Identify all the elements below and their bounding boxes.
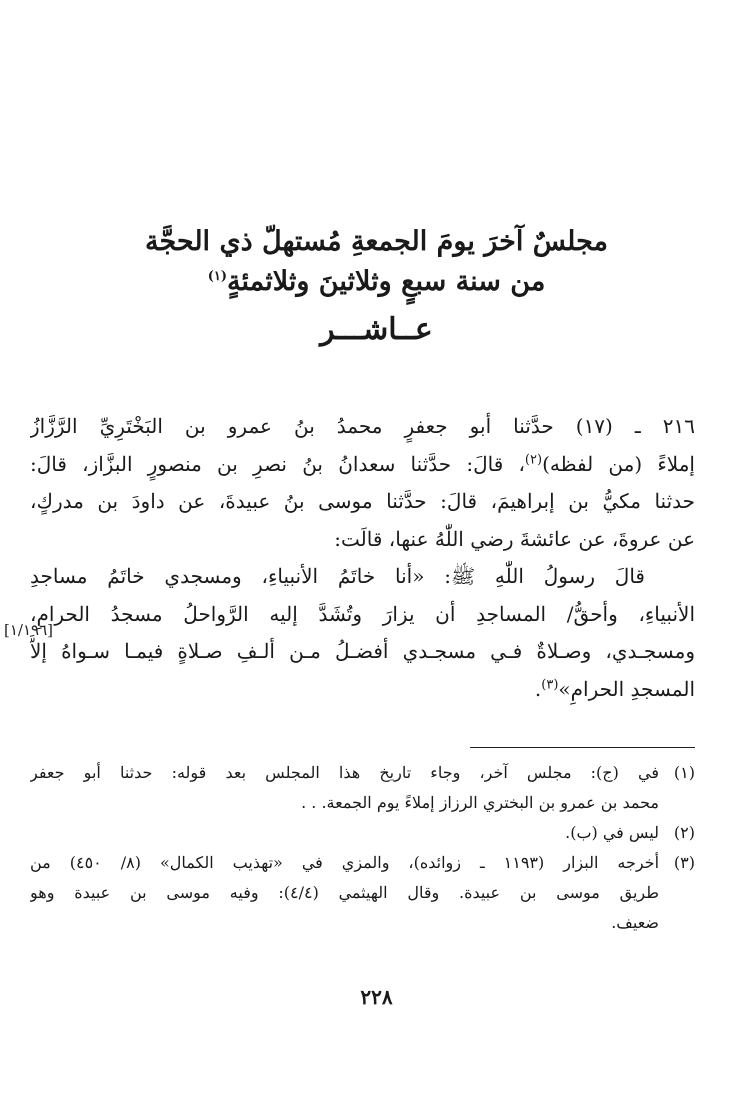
footnote-number: (٣) bbox=[673, 853, 695, 872]
body-line-4: عن عروةَ، عن عائشةَ رضي اللّٰهُ عنها، قالَت: bbox=[334, 526, 695, 551]
footnote-3 bbox=[30, 848, 695, 938]
footnote-line: أخرجه البزار (١١٩٣ ـ زوائده)، والمزي في «تهذيب الكمال» (٨/ ٤٥٠) من bbox=[30, 853, 659, 872]
footnote-line: في (ج): مجلس آخر، وجاء تاريخ هذا المجلس بعد قوله: حدثنا أبو جعفر bbox=[30, 763, 659, 782]
footnote-line: طريق موسى بن عبيدة. وقال الهيثمي (٤/٤): وفيه موسى بن عبيدة وهو bbox=[30, 883, 659, 902]
footnote-1 bbox=[30, 758, 695, 818]
footnote-line: ضعيف. bbox=[611, 913, 659, 932]
heading-title-line-2-text: من سنة سبعٍ وثلاثينَ وثلاثمئةٍ bbox=[227, 266, 546, 297]
heading-title-line-2 bbox=[120, 262, 633, 302]
heading-title-line-1: مجلسٌ آخرَ يومَ الجمعةِ مُستهلّ ذي الحجَّة bbox=[145, 226, 608, 257]
footnote-line: ليس في (ب). bbox=[565, 823, 659, 842]
hadith-text bbox=[30, 408, 695, 708]
footnote-line: محمد بن عمرو بن البختري الرزاز إملاءً يوم الجمعة. . . bbox=[301, 793, 659, 812]
body-line-8-part-b: . bbox=[534, 676, 542, 701]
footnote-separator bbox=[470, 747, 695, 748]
footnote-ref-3: (٣) bbox=[541, 676, 559, 692]
footnote-ref-2: (٢) bbox=[524, 451, 543, 467]
body-line-2-part-a: إملاءً (من لفظه) bbox=[542, 451, 695, 476]
body-line-3: حدثنا مكيُّ بن إبراهيمَ، قالَ: حدَّثنا موسى بنُ عبيدةَ، عن داودَ بن مدركٍ، bbox=[30, 489, 695, 513]
footnote-number: (٢) bbox=[673, 823, 695, 842]
body-line-2-part-b: ، قالَ: حدَّثنا سعدانُ بنُ نصرِ بن منصورٍ البزَّاز، قالَ: bbox=[30, 451, 525, 476]
session-heading bbox=[120, 222, 633, 354]
heading-subtitle: عــاشـــر bbox=[320, 312, 433, 347]
footnotes bbox=[30, 758, 695, 938]
footnote-2 bbox=[30, 818, 695, 848]
footnote-ref-1: (١) bbox=[207, 269, 227, 284]
body-line-8-part-a: المسجدِ الحرامِ» bbox=[558, 676, 695, 701]
body-line-2 bbox=[30, 446, 695, 484]
manuscript-folio-marker: [١/١٩٦] bbox=[4, 621, 53, 639]
body-line-7: ومسجـدي، وصـلاةٌ فـي مسجـدي أفضـلُ مـن ألـفِ صـلاةٍ فيمـا سـواهُ إلاَّ bbox=[30, 639, 695, 663]
body-line-1: ٢١٦ ـ (١٧) حدَّثنا أبو جعفرٍ محمدُ بنُ عمرو بن البَخْتَرِيِّ الرَّزَّازُ bbox=[30, 414, 695, 438]
page-number: ٢٢٨ bbox=[360, 985, 393, 1009]
footnote-number: (١) bbox=[673, 763, 695, 782]
body-line-6: الأنبياءِ، وأحقُّ/ المساجدِ أن يزارَ وتُشَدَّ إليه الرَّواحلُ مسجدُ الحرامِ، bbox=[30, 601, 695, 626]
body-line-5: قالَ رسولُ اللّٰهِ ﷺ: «أنا خاتَمُ الأنبياءِ، ومسجدي خاتَمُ مساجدِ bbox=[30, 564, 645, 588]
body-line-8 bbox=[30, 671, 695, 709]
